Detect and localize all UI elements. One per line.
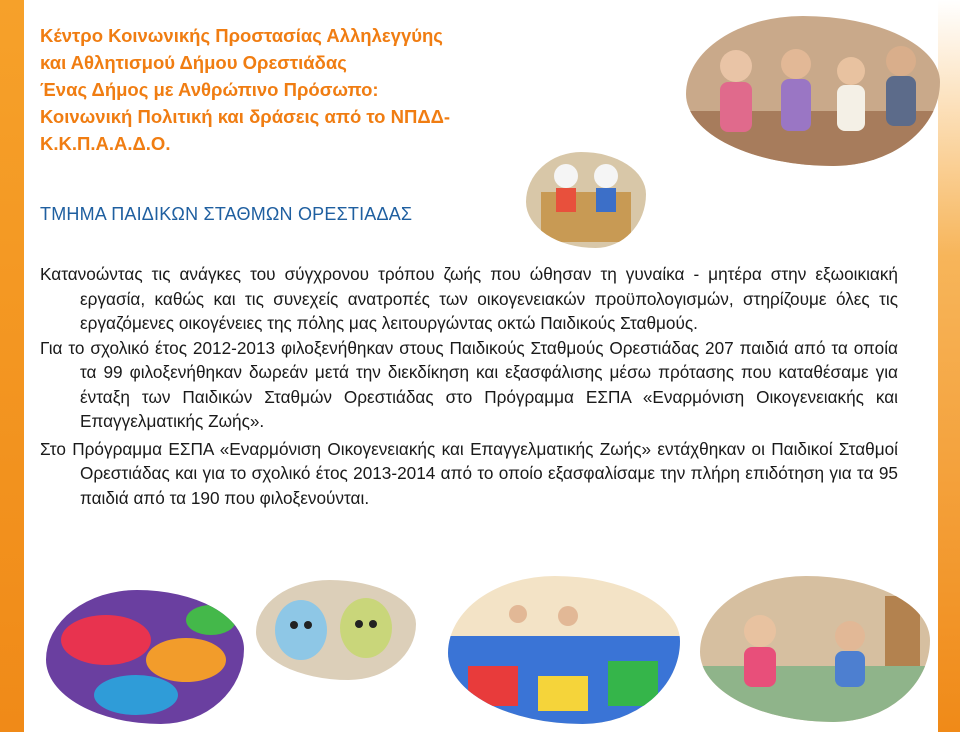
photo-kitchen-play <box>526 152 646 248</box>
photo-children-dancing <box>686 16 940 166</box>
photo-masks <box>256 580 416 680</box>
paragraph-2013-2014: Στο Πρόγραμμα ΕΣΠΑ «Εναρμόνιση Οικογενειακής και Επαγγελματικής Ζωής» εντάχθηκαν οι Παιδικοί Σταθμοί Ορεστιάδας και για το σχολικό έτος 2013-2014 από το οποίο εξασφαλίσαμε την πλήρη επιδότηση για τα 95 παιδιά από τα 190 που φιλοξενούνται. <box>40 438 898 508</box>
header-title <box>40 22 560 157</box>
header-line-3: Ένας Δήμος με Ανθρώπινο Πρόσωπο: <box>40 79 379 100</box>
paragraph-intro: Κατανοώντας τις ανάγκες του σύγχρονου τρόπου ζωής που ώθησαν τη γυναίκα - μητέρα στην εξωοικιακή εργασία, καθώς και τις συνεχείς ανατροπές των οικογενειακών προϋπολογισμών, στηρίζουμε όλες τις εργαζόμενες οικογένειες της πόλης μας λειτουργώντας οκτώ Παιδικούς Σταθμούς. <box>40 264 898 333</box>
header-line-2: και Αθλητισμού Δήμου Ορεστιάδας <box>40 52 347 73</box>
photo-playroom <box>448 576 680 724</box>
photo-children-reading <box>700 576 930 722</box>
header-line-4: Κοινωνική Πολιτική και δράσεις από το ΝΠΔΔ- Κ.Κ.Π.Α.Α.Δ.Ο. <box>40 106 451 154</box>
header-line-1: Κέντρο Κοινωνικής Προστασίας Αλληλεγγύης <box>40 25 443 46</box>
paragraph-2012-2013: Για το σχολικό έτος 2012-2013 φιλοξενήθηκαν στους Παιδικούς Σταθμούς Ορεστιάδας 207 παιδιά από τα οποία τα 99 φιλοξενήθηκαν δωρεάν μετά την διεκδίκηση και εξασφάλισης μέσω πρότασης που καταθέσαμε για ένταξη των Παιδικών Σταθμών Ορεστιάδας στο Πρόγραμμα ΕΣΠΑ «Εναρμόνιση Οικογενειακής και Επαγγελματικής Ζωής». <box>40 337 898 431</box>
body-text <box>40 262 898 513</box>
section-title: ΤΜΗΜΑ ΠΑΙΔΙΚΩΝ ΣΤΑΘΜΩΝ ΟΡΕΣΤΙΑΔΑΣ <box>40 204 413 224</box>
photo-fish-crafts <box>46 590 244 724</box>
left-accent-bar <box>0 0 24 732</box>
right-accent-bar <box>938 0 960 732</box>
